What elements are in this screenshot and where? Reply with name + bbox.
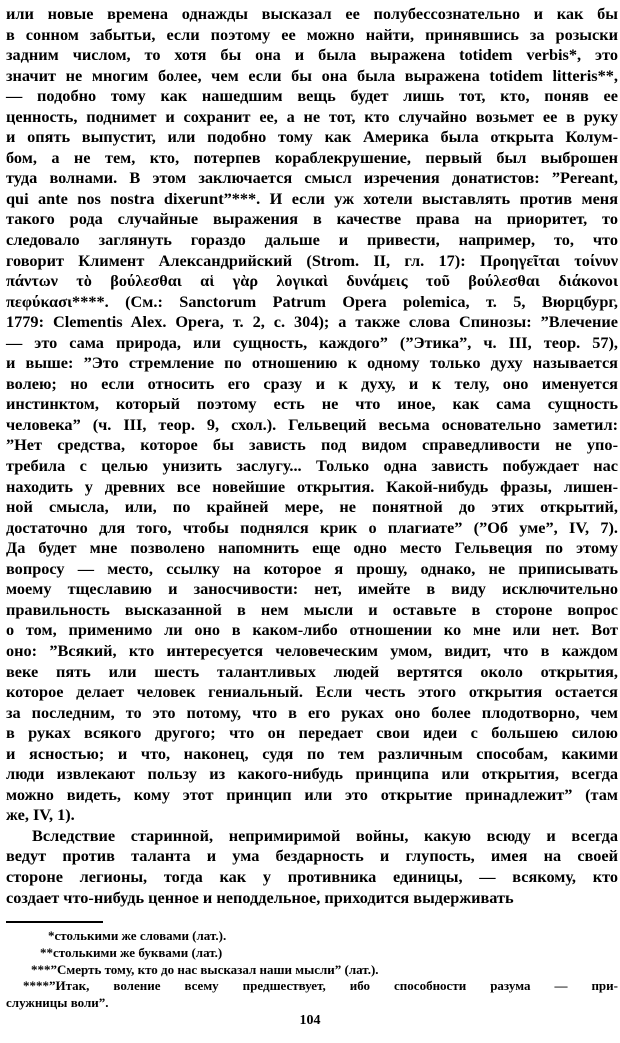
text-line: бом, а не тем, кто, потерпев кораблекрушение, первый был выброшен [6,147,618,167]
text-line: же, IV, 1). [6,805,75,825]
text-line: и ясностью; и что, наконец, судя по тем различным способам, какими [6,743,618,763]
text-line: следовало заглянуть гораздо дальше и привести, например, то, что [6,230,618,250]
text-line: говорит Климент Александрийский (Strom. II, гл. 17): Προηγεῖται τοίνυν [6,250,618,270]
text-line: вопросу — место, ссылку на которое я прошу, однако, не приписывать [6,558,618,578]
text-line: ной смысла, или, по крайней мере, не понятной до этих открытий, [6,497,618,517]
text-line: инстинктом, который поэтому есть не что иное, как сама сущность [6,394,618,414]
text-line: qui ante nos nostra dixerunt”***. И если уж хотели выставлять против меня [6,188,618,208]
text-line: правильность высказанной в нем мысли и оставьте в стороне вопрос [6,599,618,619]
text-line: человека” (ч. III, теор. 9, схол.). Гельвеций весьма основательно заметил: [6,414,618,434]
text-line: πάντων τὸ βούλεσθαι αἱ γὰρ λογικαὶ δυνάμεις τοῦ βούλεσθαι διάκονοι [6,271,618,291]
footnote-2: **столькими же буквами (лат.) [40,944,223,960]
text-line: 1779: Clementis Alex. Opera, т. 2, с. 304); а также слова Спинозы: ”Влечение [6,312,618,332]
text-line: люди извлекают пользу из какого-нибудь принципа или открытия, всегда [6,764,618,784]
text-line: находить у древних все новейшие открытия. Какой-нибудь фразы, лишен- [6,476,618,496]
body-text [6,4,618,908]
footnote-separator [6,921,103,923]
text-line: ”Нет средства, которое бы зависть под видом справедливости не упо- [6,435,618,455]
text-line: веке пять или шесть талантливых людей вертятся около открытия, [6,661,618,681]
text-line: — это сама природа, или сущность, каждого” (”Этика”, ч. III, теор. 57), [6,332,618,352]
text-line: — подобно тому как нашедшим вещь будет лишь тот, кто, поняв ее [6,86,618,106]
page-number: 104 [299,1013,321,1028]
text-line: Да будет мне позволено напомнить еще одно место Гельвеция по этому [6,538,618,558]
text-line: волею; но если относить его сразу и к духу, и к телу, оно именуется [6,373,618,393]
footnotes [6,928,618,1012]
text-line: и опять выпустит, или подобно тому как Америка была открыта Колум- [6,127,618,147]
text-line: требила с целью унизить заслугу... Только одна зависть побуждает нас [6,456,618,476]
footnote-1: *столькими же словами (лат.). [48,928,227,943]
text-line: значит не многим более, чем если бы она была выражена totidem litteris**, [6,65,618,85]
text-line: ценность, поднимет и сохранит ее, а не тот, кто случайно возьмет ее в руку [6,106,618,126]
text-line: такого рода случайные выражения в качестве права на приоритет, то [6,209,618,229]
text-line: πεφύκασι****. (См.: Sanctorum Patrum Opera polemica, т. 5, Вюрцбург, [6,291,618,311]
text-line: моему тщеславию и заносчивости: нет, имейте в виду исключительно [6,579,618,599]
text-line: создает что-нибудь ценное и неподдельное, приходится выдерживать [6,887,514,907]
text-line: ведут против таланта и ума бездарность и глупость, имея на своей [6,846,618,866]
text-line: и выше: ”Это стремление по отношению к одному только духу называется [6,353,618,373]
footnote-3: ***”Смерть тому, кто до нас высказал наши мысли” (лат.). [31,961,379,977]
text-line: задним числом, то хотя бы она и была выражена totidem verbis*, это [6,45,618,65]
text-line: оно: ”Всякий, кто интересуется человеческим умом, видит, что в каждом [6,640,618,660]
text-line: стороне легионы, тогда как у противника единицы, — всякому, кто [6,866,618,886]
text-line: туда волнами. В этом заключается смысл изречения донатистов: ”Pereant, [6,168,618,188]
text-line: или новые времена однажды высказал ее полубессознательно и как бы [6,4,618,23]
text-line: в сонном забытьи, если поэтому ее можно найти, принявшись за розыски [6,24,618,44]
footnote-4: ****”Итак, воление всему предшествует, ибо способности разума — при- [23,978,618,994]
text-line: достаточно для того, чтобы поднялся крик о плагиате” (”Об уме”, IV, 7). [6,517,618,537]
text-line: Вследствие старинной, непримиримой войны, какую всюду и всегда [32,825,618,845]
text-line: которое делает человек гениальный. Если честь этого открытия остается [6,682,618,702]
text-line: о том, применимо ли оно в каком-либо отношении ко мне или нет. Вот [6,620,618,640]
footnote-4-continued: служницы воли”. [6,995,109,1011]
text-line: за последним, то это потому, что в его руках оно более плодотворно, чем [6,702,618,722]
text-line: можно видеть, кому этот принцип или это открытие принадлежит” (там [6,784,618,804]
text-line: в руках всякого другого; что он передает свои идеи с большею силою [6,723,618,743]
